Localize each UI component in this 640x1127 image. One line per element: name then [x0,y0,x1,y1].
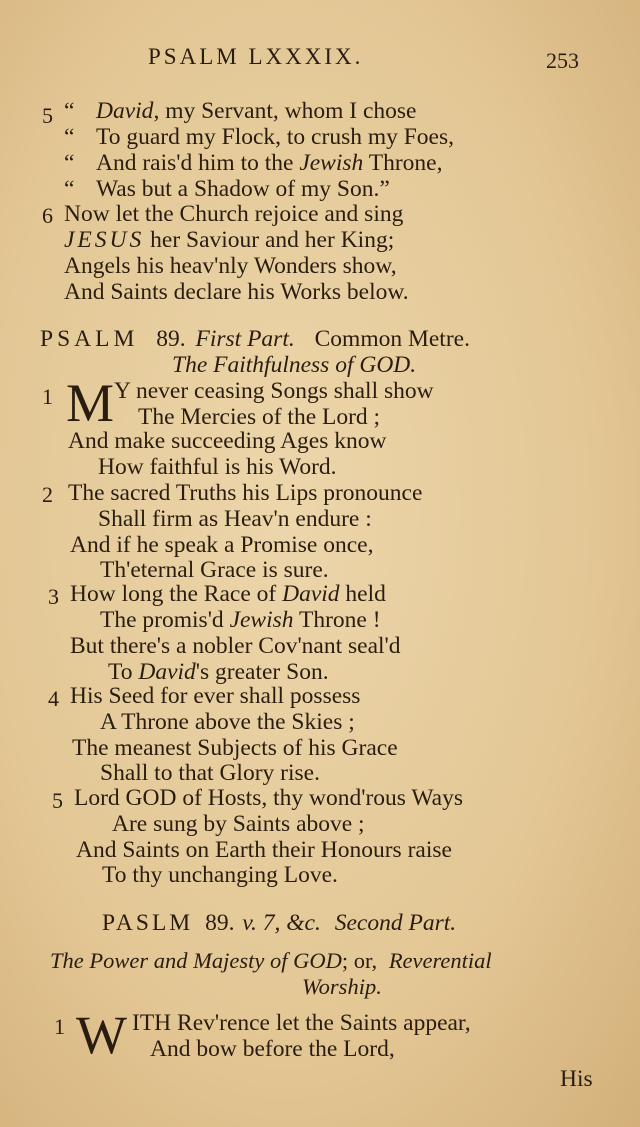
line-text: And rais'd him to the [96,150,300,176]
name-emphasis: Jewish [229,607,294,633]
verse-line: To thy unchanging Love. [102,862,338,888]
verse-number: 6 [42,203,53,228]
psalm-subtitle: The Power and Majesty of GOD; or, Reverential [50,948,492,973]
verse-line [64,176,390,202]
heading-part: First Part. [195,326,295,352]
verse-line [64,98,416,124]
verse-line: The Mercies of the Lord ; [138,404,381,430]
verse-number: 5 [52,788,63,813]
psalm-heading [102,910,456,936]
quote-mark: “ [64,98,75,124]
heading-metre: Common Metre. [314,326,470,352]
line-text: her Saviour and her King; [144,227,395,253]
verse-line: Y never ceasing Songs shall show [114,378,434,404]
verse-line [64,150,442,176]
verse-number: 2 [42,482,53,507]
line-text: Was but a Shadow of my Son.” [96,176,390,202]
line-text: , my Servant, whom I chose [153,98,417,124]
verse-line: Shall to that Glory rise. [100,760,320,786]
verse-line: To David's greater Son. [108,659,329,685]
verse-line: How long the Race of David held [70,581,386,607]
verse-line: Now let the Church rejoice and sing [64,201,404,227]
verse-line: ITH Rev'rence let the Saints appear, [132,1010,471,1036]
verse-line: And bow before the Lord, [150,1036,395,1062]
running-head: PSALM LXXXIX. [148,44,364,69]
heading-number: 89. [156,326,186,352]
psalm-heading [40,326,470,352]
psalm-subtitle: The Faithfulness of GOD. [172,352,417,378]
verse-number: 5 [42,103,53,128]
name-emphasis: Jewish [299,150,364,176]
line-text: Throne, [363,150,443,176]
psalm-subtitle: Worship. [302,974,382,999]
name-emphasis: David [96,98,154,124]
verse-line: But there's a nobler Cov'nant seal'd [70,633,401,659]
verse-number: 1 [42,384,53,409]
verse-line: Angels his heav'nly Wonders show, [64,253,397,279]
heading-psalm: PSALM [40,326,139,352]
verse-line: And if he speak a Promise once, [70,532,374,558]
drop-cap: W [76,1005,127,1065]
verse-number: 1 [54,1014,65,1039]
verse-line: And Saints declare his Works below. [64,279,409,305]
verse-line [64,124,454,150]
verse-line: The sacred Truths his Lips pronounce [68,480,423,506]
name-emphasis: David [282,581,340,607]
verse-line: Th'eternal Grace is sure. [100,557,329,583]
catchword: His [560,1066,593,1092]
verse-line: Lord GOD of Hosts, thy wond'rous Ways [74,785,463,811]
verse-number: 4 [48,686,59,711]
name-emphasis: JESUS [64,227,145,253]
quote-mark: “ [64,176,75,202]
verse-line: Are sung by Saints above ; [112,811,365,837]
line-text: To guard my Flock, to crush my Foes, [96,124,455,150]
verse-line: Shall firm as Heav'n endure : [98,506,372,532]
verse-line: His Seed for ever shall possess [70,683,361,709]
verse-line [64,227,394,253]
verse-line: A Throne above the Skies ; [100,709,355,735]
verse-number: 3 [48,584,59,609]
verse-line: And make succeeding Ages know [68,428,387,454]
quote-mark: “ [64,124,75,150]
verse-line: The meanest Subjects of his Grace [72,735,398,761]
heading-verses: v. 7, &c. [242,910,321,936]
quote-mark: “ [64,150,75,176]
verse-line: The promis'd Jewish Throne ! [100,607,381,633]
heading-number: 89. [205,910,235,936]
drop-cap: M [66,373,115,433]
verse-line: And Saints on Earth their Honours raise [76,837,452,863]
page-number: 253 [546,48,579,73]
heading-psalm: PASLM [102,910,194,936]
name-emphasis: David [138,659,196,685]
heading-part: Second Part. [334,910,457,936]
verse-line: How faithful is his Word. [98,454,337,480]
